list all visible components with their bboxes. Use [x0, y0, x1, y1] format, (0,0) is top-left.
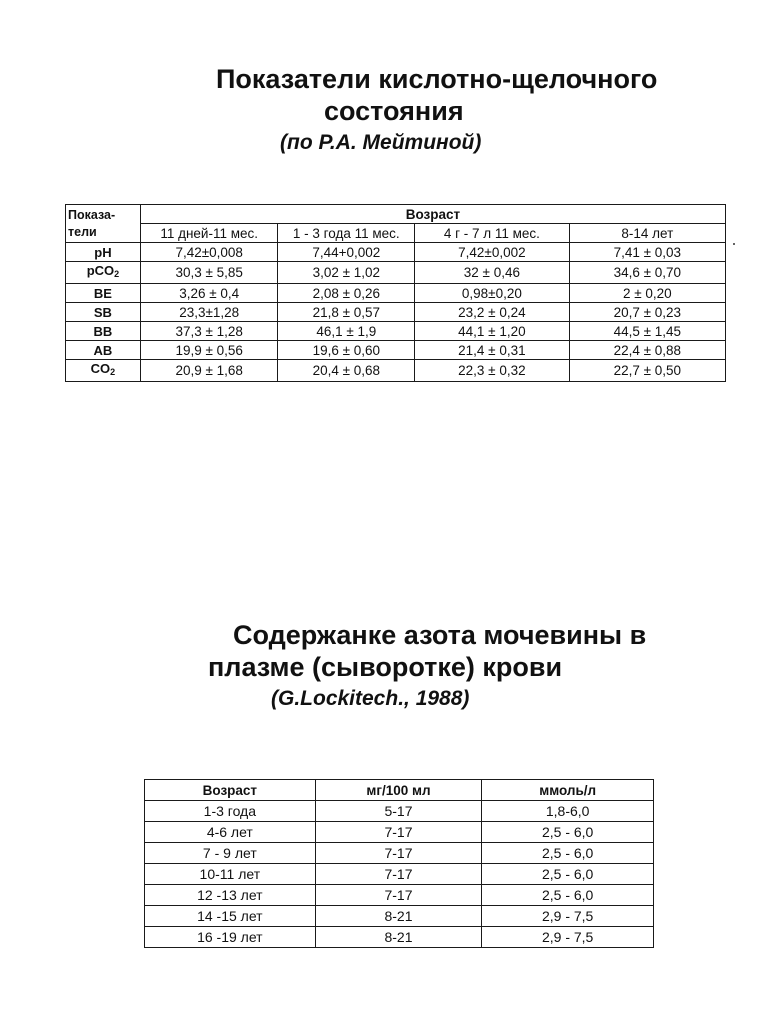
- table-cell: 5-17: [315, 801, 482, 822]
- table-row: [145, 822, 654, 843]
- table-row: [66, 341, 726, 360]
- corner-header-line2: тели: [68, 224, 97, 239]
- row-label-text: CO: [90, 361, 111, 376]
- table-header-row: [66, 205, 726, 224]
- table-cell: 1,8-6,0: [482, 801, 654, 822]
- row-label-text: BE: [93, 285, 112, 301]
- table-cell: 16 -19 лет: [145, 927, 316, 948]
- table-cell: 2,5 - 6,0: [482, 843, 654, 864]
- row-label: [66, 303, 141, 322]
- table-cell: 37,3 ± 1,28: [140, 322, 278, 341]
- row-label: [66, 341, 141, 360]
- table-cell: 30,3 ± 5,85: [140, 262, 278, 284]
- table-cell: 21,8 ± 0,57: [278, 303, 415, 322]
- table-row: [66, 284, 726, 303]
- row-label-subscript: 2: [110, 367, 116, 377]
- table-row: [66, 303, 726, 322]
- row-label: [66, 284, 141, 303]
- table-cell: 7,44+0,002: [278, 243, 415, 262]
- age-group-header: Возраст: [140, 205, 725, 224]
- acid-base-table: [65, 204, 726, 382]
- table-cell: 7-17: [315, 822, 482, 843]
- row-label: [66, 262, 141, 284]
- table-cell: 2 ± 0,20: [569, 284, 725, 303]
- row-label: [66, 360, 141, 382]
- row-label-text: pH: [94, 244, 112, 260]
- table-cell: 21,4 ± 0,31: [415, 341, 570, 360]
- column-header: 8-14 лет: [569, 224, 725, 243]
- table-row: [145, 801, 654, 822]
- table-cell: 7-17: [315, 843, 482, 864]
- table-cell: 44,5 ± 1,45: [569, 322, 725, 341]
- section1-subtitle: (по Р.А. Мейтиной): [280, 131, 482, 154]
- table-cell: 23,2 ± 0,24: [415, 303, 570, 322]
- table-cell: 20,9 ± 1,68: [140, 360, 278, 382]
- table-row: [66, 243, 726, 262]
- table-row: [145, 906, 654, 927]
- table-cell: 7 - 9 лет: [145, 843, 316, 864]
- table-cell: 1-3 года: [145, 801, 316, 822]
- row-label: [66, 243, 141, 262]
- row-label: [66, 322, 141, 341]
- table-cell: 4-6 лет: [145, 822, 316, 843]
- table-cell: 2,5 - 6,0: [482, 822, 654, 843]
- table-cell: 3,26 ± 0,4: [140, 284, 278, 303]
- table-cell: 46,1 ± 1,9: [278, 322, 415, 341]
- table-cell: 19,9 ± 0,56: [140, 341, 278, 360]
- column-header: мг/100 мл: [315, 780, 482, 801]
- table-cell: 22,7 ± 0,50: [569, 360, 725, 382]
- table-cell: 22,3 ± 0,32: [415, 360, 570, 382]
- column-header: 4 г - 7 л 11 мес.: [415, 224, 570, 243]
- column-header: Возраст: [145, 780, 316, 801]
- table-cell: 23,3±1,28: [140, 303, 278, 322]
- table-cell: 2,9 - 7,5: [482, 927, 654, 948]
- column-header: 11 дней-11 мес.: [140, 224, 278, 243]
- row-label-subscript: 2: [114, 269, 120, 279]
- table-cell: 2,9 - 7,5: [482, 906, 654, 927]
- table-row: [145, 927, 654, 948]
- table-cell: 7-17: [315, 885, 482, 906]
- row-label-text: pCO: [86, 263, 115, 278]
- table-row: [145, 864, 654, 885]
- table-cell: 19,6 ± 0,60: [278, 341, 415, 360]
- row-label-text: SB: [93, 304, 112, 320]
- table-cell: 0,98±0,20: [415, 284, 570, 303]
- table-column-header-row: [66, 224, 726, 243]
- column-header: 1 - 3 года 11 мес.: [278, 224, 415, 243]
- corner-header: [66, 205, 141, 243]
- table-header-row: [145, 780, 654, 801]
- table-cell: 20,4 ± 0,68: [278, 360, 415, 382]
- table-cell: 14 -15 лет: [145, 906, 316, 927]
- column-header: ммоль/л: [482, 780, 654, 801]
- row-label-text: AB: [93, 342, 113, 358]
- table-cell: 7,42±0,008: [140, 243, 278, 262]
- section2-subtitle: (G.Lockitech., 1988): [271, 687, 470, 710]
- table-row: [66, 262, 726, 284]
- table-cell: 8-21: [315, 906, 482, 927]
- section1-title-line2: состояния: [324, 96, 464, 126]
- table-cell: 12 -13 лет: [145, 885, 316, 906]
- table-cell: 34,6 ± 0,70: [569, 262, 725, 284]
- table-row: [145, 885, 654, 906]
- corner-header-line1: Показа-: [68, 207, 116, 222]
- section1-title-line1: Показатели кислотно-щелочного: [216, 64, 658, 94]
- table-row: [66, 360, 726, 382]
- table-cell: 7,42±0,002: [415, 243, 570, 262]
- table-cell: 7,41 ± 0,03: [569, 243, 725, 262]
- table-cell: 10-11 лет: [145, 864, 316, 885]
- section2-title-line2: плазме (сыворотке) крови: [208, 652, 563, 682]
- table-cell: 2,5 - 6,0: [482, 885, 654, 906]
- table-cell: 44,1 ± 1,20: [415, 322, 570, 341]
- scan-speck: [733, 243, 735, 245]
- table-row: [145, 843, 654, 864]
- table-cell: 2,08 ± 0,26: [278, 284, 415, 303]
- table-cell: 22,4 ± 0,88: [569, 341, 725, 360]
- table-cell: 20,7 ± 0,23: [569, 303, 725, 322]
- section2-title-line1: Содержанке азота мочевины в: [233, 620, 647, 650]
- table-row: [66, 322, 726, 341]
- urea-nitrogen-table: [144, 779, 654, 948]
- table-cell: 2,5 - 6,0: [482, 864, 654, 885]
- table-cell: 32 ± 0,46: [415, 262, 570, 284]
- table-cell: 7-17: [315, 864, 482, 885]
- table-cell: 8-21: [315, 927, 482, 948]
- table-cell: 3,02 ± 1,02: [278, 262, 415, 284]
- row-label-text: BB: [93, 323, 113, 339]
